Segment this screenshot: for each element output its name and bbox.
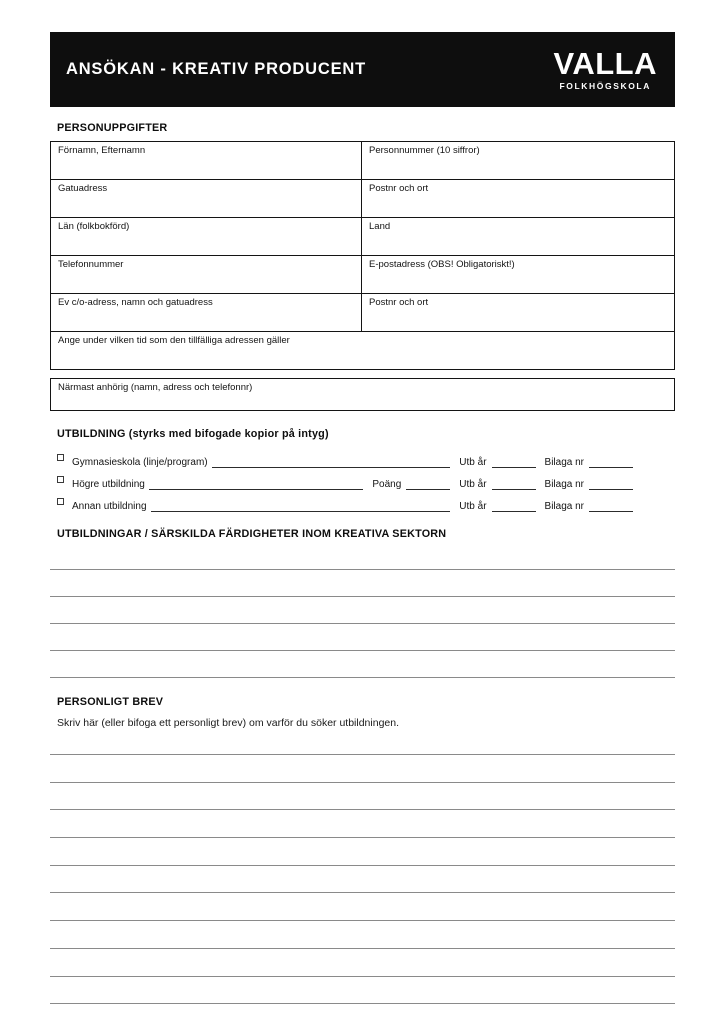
next-of-kin-field: Närmast anhörig (namn, adress och telefonnr) <box>50 378 675 411</box>
education-field <box>545 457 633 468</box>
education-field-blank-line <box>492 511 536 512</box>
education-field <box>372 479 450 490</box>
education-field <box>545 501 633 512</box>
writing-line <box>50 542 675 570</box>
education-field <box>459 479 535 490</box>
writing-line <box>50 977 675 1005</box>
education-field-blank-line <box>589 467 633 468</box>
writing-line <box>50 624 675 651</box>
education-blank-line <box>149 489 364 490</box>
education-field-label: Poäng <box>372 479 402 490</box>
checkbox <box>57 454 64 461</box>
education-field-blank-line <box>492 467 536 468</box>
table-row <box>51 294 675 332</box>
table-row <box>51 332 675 370</box>
education-field-label: Bilaga nr <box>544 479 584 490</box>
education-field <box>459 501 535 512</box>
form-field-cell-fullwidth: Ange under vilken tid som den tillfälliga adressen gäller <box>51 332 675 370</box>
writing-line <box>50 570 675 597</box>
form-field-cell: Län (folkbokförd) <box>51 218 362 256</box>
education-row <box>57 471 633 493</box>
personal-info-table <box>50 141 675 370</box>
education-field-blank-line <box>589 511 633 512</box>
education-field-blank-line <box>589 489 633 490</box>
page-content <box>50 32 675 1004</box>
education-field-label: Bilaga nr <box>544 501 584 512</box>
education-field-label: Utb år <box>459 479 487 490</box>
form-field-cell: E-postadress (OBS! Obligatoriskt!) <box>362 256 675 294</box>
checkbox <box>57 498 64 505</box>
skills-writing-lines <box>50 542 675 678</box>
table-row <box>51 218 675 256</box>
form-field-cell: Gatuadress <box>51 180 362 218</box>
education-field-label: Bilaga nr <box>544 457 584 468</box>
writing-line <box>50 651 675 678</box>
personal-letter-instruction: Skriv här (eller bifoga ett personligt brev) om varför du söker utbildningen. <box>57 717 399 729</box>
education-field-blank-line <box>406 489 450 490</box>
logo-wordmark: VALLA <box>553 46 657 82</box>
education-label: Gymnasieskola (linje/program) <box>72 457 208 468</box>
education-label: Högre utbildning <box>72 479 145 490</box>
section-heading-fardigheter: UTBILDNINGAR / SÄRSKILDA FÄRDIGHETER INOM KREATIVA SEKTORN <box>57 528 447 540</box>
education-blank-line <box>151 511 451 512</box>
logo-subtitle: FOLKHÖGSKOLA <box>559 81 651 92</box>
letter-writing-lines <box>50 730 675 1004</box>
writing-line <box>50 755 675 783</box>
education-label: Annan utbildning <box>72 501 147 512</box>
form-field-cell: Postnr och ort <box>362 294 675 332</box>
school-logo <box>553 48 657 91</box>
writing-line <box>50 783 675 811</box>
writing-line <box>50 893 675 921</box>
education-row <box>57 493 633 515</box>
writing-line <box>50 597 675 624</box>
form-field-cell: Postnr och ort <box>362 180 675 218</box>
form-header <box>50 32 675 107</box>
writing-line <box>50 730 675 755</box>
education-field-label: Utb år <box>459 501 487 512</box>
writing-line <box>50 866 675 894</box>
checkbox <box>57 476 64 483</box>
table-row <box>51 180 675 218</box>
form-field-cell: Personnummer (10 siffror) <box>362 142 675 180</box>
writing-line <box>50 838 675 866</box>
form-field-cell: Ev c/o-adress, namn och gatuadress <box>51 294 362 332</box>
form-field-cell: Förnamn, Efternamn <box>51 142 362 180</box>
personal-info-table-body <box>51 142 675 370</box>
education-field-label: Utb år <box>459 457 487 468</box>
form-title: ANSÖKAN - KREATIV PRODUCENT <box>66 60 366 78</box>
education-rows <box>57 449 675 515</box>
writing-line <box>50 921 675 949</box>
section-heading-personuppgifter: PERSONUPPGIFTER <box>57 122 168 134</box>
education-field-blank-line <box>492 489 536 490</box>
section-heading-utbildning: UTBILDNING (styrks med bifogade kopior på intyg) <box>57 428 329 440</box>
education-field <box>459 457 535 468</box>
table-row <box>51 256 675 294</box>
writing-line <box>50 810 675 838</box>
form-field-cell: Land <box>362 218 675 256</box>
education-blank-line <box>212 467 451 468</box>
writing-line <box>50 949 675 977</box>
education-field <box>545 479 633 490</box>
education-row <box>57 449 633 471</box>
form-field-cell: Telefonnummer <box>51 256 362 294</box>
section-heading-personligt-brev: PERSONLIGT BREV <box>57 696 164 708</box>
table-row <box>51 142 675 180</box>
